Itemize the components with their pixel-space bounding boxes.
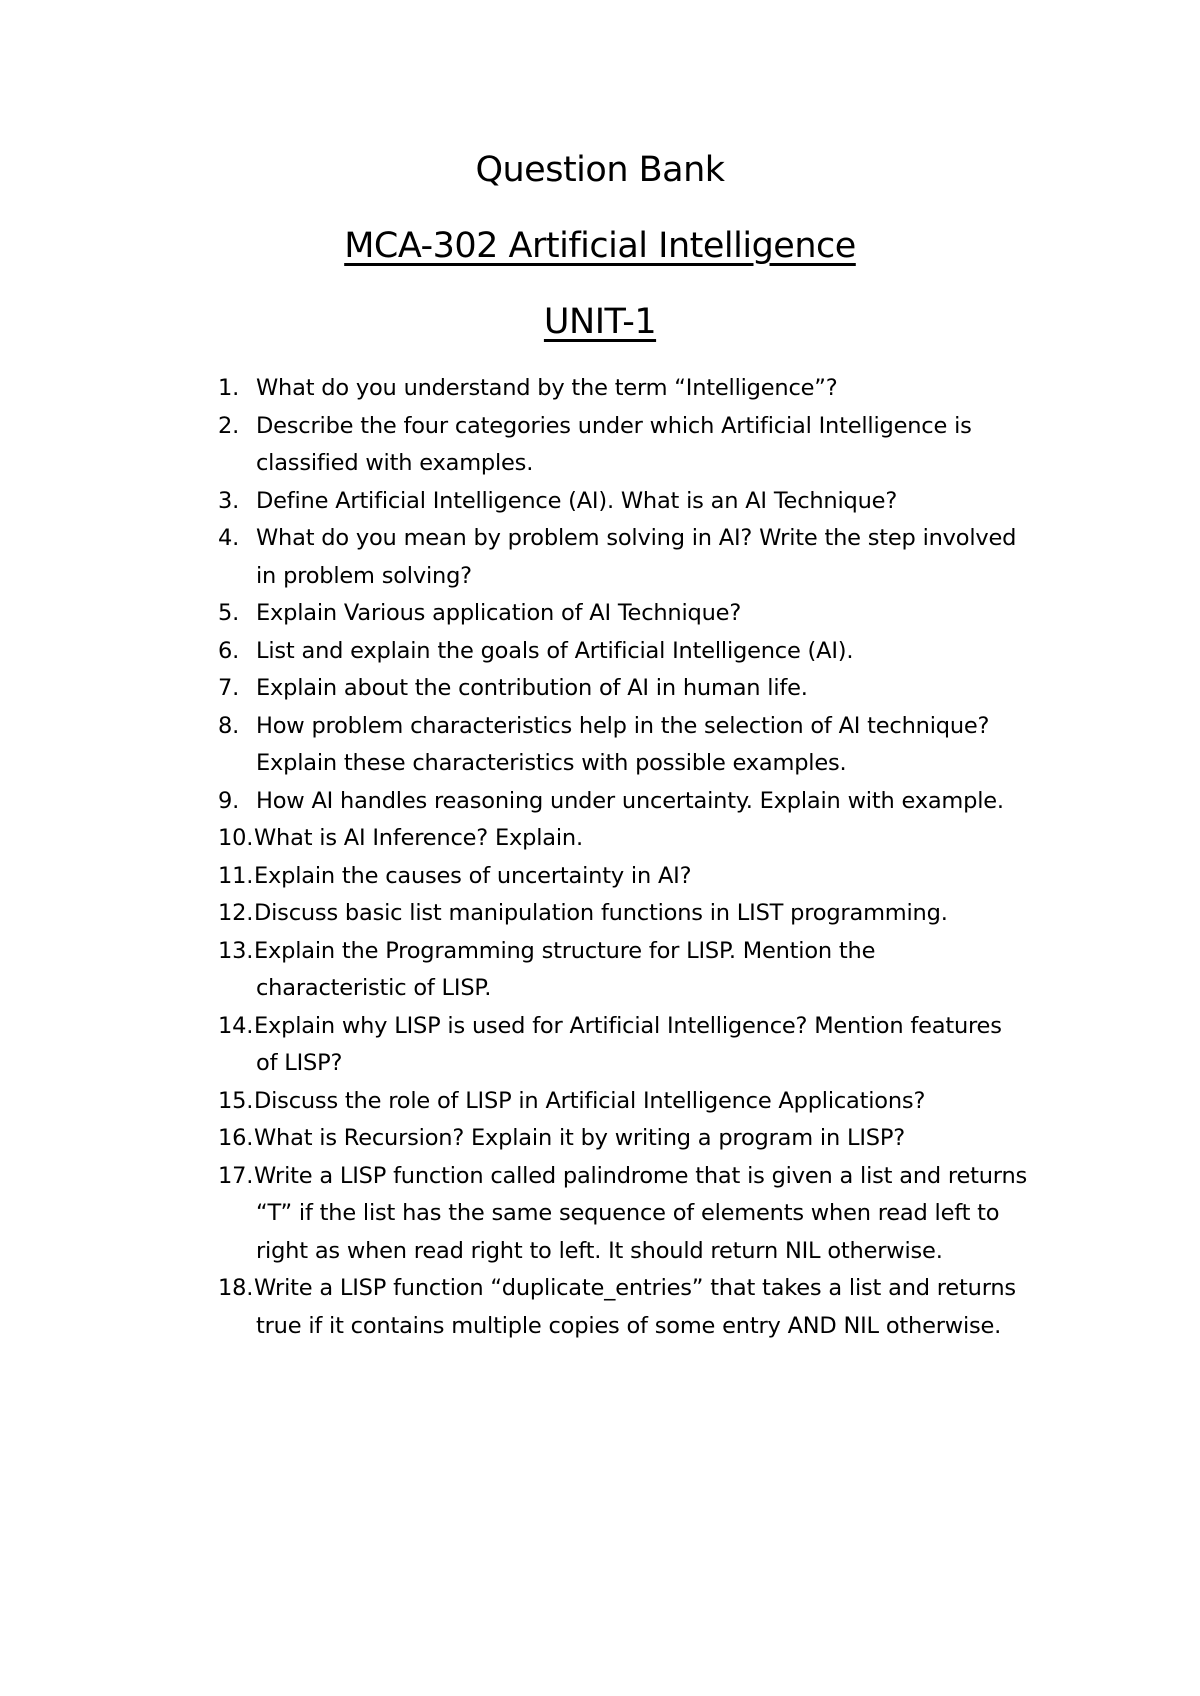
question-number: 4. xyxy=(218,525,240,551)
question-line: true if it contains multiple copies of some entry AND NIL otherwise. xyxy=(256,1312,1002,1339)
question-list xyxy=(0,370,1200,1345)
question-text xyxy=(0,670,1200,708)
question-line: Explain the causes of uncertainty in AI? xyxy=(254,862,692,889)
question-text xyxy=(0,633,1200,671)
question-text xyxy=(0,1120,1200,1158)
question-text xyxy=(0,820,1200,858)
question-text xyxy=(0,595,1200,633)
question-number: 16. xyxy=(218,1125,254,1151)
question-line: Write a LISP function “duplicate_entries” that takes a list and returns xyxy=(254,1275,1016,1301)
question-item xyxy=(0,670,1200,708)
question-text xyxy=(0,370,1200,408)
question-item xyxy=(0,1083,1200,1121)
question-line: characteristic of LISP. xyxy=(256,975,492,1001)
question-item xyxy=(0,783,1200,821)
question-line: Explain about the contribution of AI in human life. xyxy=(256,675,808,701)
question-text xyxy=(0,708,1200,783)
question-number: 17. xyxy=(218,1162,254,1189)
question-text xyxy=(0,783,1200,821)
question-number: 5. xyxy=(218,600,240,626)
question-line: List and explain the goals of Artificial Intelligence (AI). xyxy=(256,637,854,664)
question-number: 3. xyxy=(218,487,240,514)
question-text xyxy=(0,1083,1200,1121)
question-text xyxy=(0,483,1200,521)
question-line: Write a LISP function called palindrome that is given a list and returns xyxy=(254,1162,1028,1189)
question-item xyxy=(0,595,1200,633)
question-item xyxy=(0,1120,1200,1158)
question-number: 1. xyxy=(218,375,240,401)
question-number: 18. xyxy=(218,1275,254,1301)
question-text xyxy=(0,933,1200,1008)
question-item xyxy=(0,1270,1200,1345)
question-number: 13. xyxy=(218,937,254,964)
question-line: Describe the four categories under which Artificial Intelligence is xyxy=(256,412,972,439)
question-line: Explain these characteristics with possible examples. xyxy=(256,750,847,776)
question-item xyxy=(0,895,1200,933)
question-number: 14. xyxy=(218,1012,254,1039)
question-text xyxy=(0,408,1200,483)
question-line: Explain why LISP is used for Artificial Intelligence? Mention features xyxy=(254,1012,1002,1039)
question-line: right as when read right to left. It should return NIL otherwise. xyxy=(256,1237,943,1264)
question-number: 12. xyxy=(218,900,254,926)
unit-heading: UNIT-1 xyxy=(543,302,657,342)
question-text xyxy=(0,1158,1200,1271)
question-line: What is Recursion? Explain it by writing a program in LISP? xyxy=(254,1125,905,1151)
question-line: Explain Various application of AI Technique? xyxy=(256,600,742,626)
question-item xyxy=(0,520,1200,595)
question-item xyxy=(0,483,1200,521)
question-line: “T” if the list has the same sequence of elements when read left to xyxy=(256,1200,1000,1226)
question-line: classified with examples. xyxy=(256,450,534,476)
course-title: MCA-302 Artificial Intelligence xyxy=(344,226,856,266)
document-title: Question Bank xyxy=(475,150,725,190)
question-line: Discuss basic list manipulation functions in LIST programming. xyxy=(254,900,948,926)
question-line: Discuss the role of LISP in Artificial Intelligence Applications? xyxy=(254,1087,926,1114)
question-item xyxy=(0,858,1200,896)
question-text xyxy=(0,895,1200,933)
question-number: 10. xyxy=(218,825,254,851)
question-line: Define Artificial Intelligence (AI). What is an AI Technique? xyxy=(256,487,898,514)
question-number: 11. xyxy=(218,862,254,889)
question-line: Explain the Programming structure for LISP. Mention the xyxy=(254,937,876,964)
question-line: What is AI Inference? Explain. xyxy=(254,825,583,851)
question-line: What do you mean by problem solving in AI? Write the step involved xyxy=(256,525,1017,551)
question-number: 9. xyxy=(218,787,240,814)
question-line: What do you understand by the term “Intelligence”? xyxy=(256,375,838,401)
question-item xyxy=(0,408,1200,483)
question-item xyxy=(0,370,1200,408)
question-item xyxy=(0,708,1200,783)
question-number: 2. xyxy=(218,412,240,439)
question-line: How AI handles reasoning under uncertainty. Explain with example. xyxy=(256,787,1004,814)
question-line: in problem solving? xyxy=(256,562,472,589)
question-item xyxy=(0,633,1200,671)
question-text xyxy=(0,1008,1200,1083)
question-item xyxy=(0,1008,1200,1083)
question-item xyxy=(0,1158,1200,1271)
question-item xyxy=(0,933,1200,1008)
question-number: 6. xyxy=(218,637,240,664)
question-line: of LISP? xyxy=(256,1050,343,1076)
question-item xyxy=(0,820,1200,858)
question-number: 8. xyxy=(218,712,240,739)
question-text xyxy=(0,520,1200,595)
question-line: How problem characteristics help in the selection of AI technique? xyxy=(256,712,990,739)
question-text xyxy=(0,1270,1200,1345)
question-text xyxy=(0,858,1200,896)
question-number: 15. xyxy=(218,1087,254,1114)
question-number: 7. xyxy=(218,675,240,701)
